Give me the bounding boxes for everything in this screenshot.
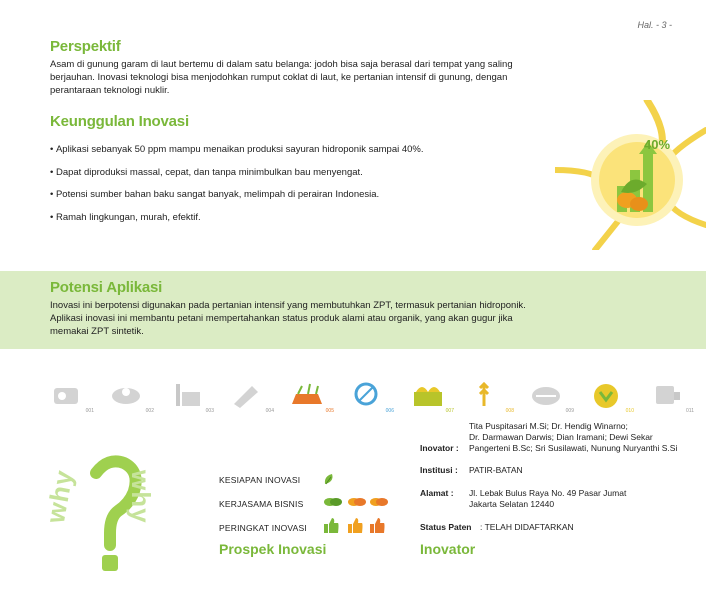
sector-icon-002 <box>108 378 156 414</box>
sector-icon <box>108 378 148 410</box>
kesiapan-leaf-icon <box>322 472 336 486</box>
sector-icon-number: 005 <box>325 408 334 414</box>
institusi-value: PATIR-BATAN <box>469 465 523 475</box>
sector-icon-009 <box>528 378 576 414</box>
why-logo-text-left: why <box>40 467 79 526</box>
sector-icon <box>228 378 268 410</box>
sector-icon-number: 006 <box>385 408 394 414</box>
thumbs-up-icons <box>322 516 390 534</box>
potensi-line: Inovasi ini berpotensi digunakan pada pertanian intensif yang membutuhkan ZPT, termasuk pertanian hidroponik. <box>50 300 526 311</box>
potensi-title: Potensi Aplikasi <box>50 279 163 296</box>
list-item: • Potensi sumber bahan baku sangat banyak, melimpah di perairan Indonesia. <box>50 188 530 201</box>
sector-icon-number: 007 <box>445 408 454 414</box>
sector-icon-011 <box>648 378 696 414</box>
perspektif-text <box>50 58 570 97</box>
sector-icon-number: 009 <box>565 408 574 414</box>
inovator-label: Inovator : <box>420 443 459 453</box>
status-label: Status Paten <box>420 522 472 532</box>
inovator-title: Inovator <box>420 541 476 557</box>
alamat-label: Alamat : <box>420 488 454 498</box>
sector-icon <box>648 378 688 410</box>
sector-icon-number: 003 <box>205 408 214 414</box>
perspektif-line: berjauhan. Inovasi teknologi bisa menjodohkan rumput coklat di laut, ke pertanian intensif di gunung, dengan <box>50 72 508 83</box>
sector-icon <box>588 378 628 410</box>
sector-icon-008 <box>468 378 516 414</box>
thumbs-up-icon <box>348 518 363 533</box>
sector-icon <box>348 378 388 410</box>
alamat-line: Jakarta Selatan 12440 <box>469 499 555 509</box>
sector-icon <box>48 378 88 410</box>
badge-percent: 40% <box>644 137 671 152</box>
peringkat-label: PERINGKAT INOVASI <box>219 523 307 533</box>
sector-icon-row <box>48 378 694 414</box>
inovator-line: Dr. Darmawan Darwis; Dian Iramani; Dewi Sekar <box>469 432 653 442</box>
sector-icon <box>528 378 568 410</box>
list-item: • Ramah lingkungan, murah, efektif. <box>50 211 530 224</box>
keunggulan-list <box>50 143 530 233</box>
inovator-line: Pangerteni B.Sc; Sri Susilawati, Nunung Nuryanthi S.Si <box>469 443 678 453</box>
why-logo-text-right: why <box>126 470 156 524</box>
sector-icon-number: 002 <box>145 408 154 414</box>
list-item: • Dapat diproduksi massal, cepat, dan tanpa minimbulkan bau menyengat. <box>50 166 530 179</box>
sector-icon <box>408 378 448 410</box>
sector-icon-number: 010 <box>625 408 634 414</box>
sector-icon-001 <box>48 378 96 414</box>
alamat-line: Jl. Lebak Bulus Raya No. 49 Pasar Jumat <box>469 488 627 498</box>
handshake-icon <box>348 498 366 506</box>
page-number: Hal. - 3 - <box>637 20 672 30</box>
prospek-title: Prospek Inovasi <box>219 541 327 557</box>
handshake-icon <box>324 498 342 506</box>
sector-icon-005 <box>288 378 336 414</box>
keunggulan-title: Keunggulan Inovasi <box>50 113 189 130</box>
sector-icon <box>168 378 208 410</box>
inovator-names <box>469 421 699 454</box>
perspektif-line: perantaraan teknologi nuklir. <box>50 85 170 96</box>
sector-icon-010 <box>588 378 636 414</box>
handshake-icon <box>370 498 388 506</box>
potensi-line: Aplikasi inovasi ini membantu petani mempertahankan status produk alami atau organik, yang akan gugur jika <box>50 313 513 324</box>
sector-icon-number: 001 <box>85 408 94 414</box>
alamat-value <box>469 488 626 510</box>
sector-icon-006 <box>348 378 396 414</box>
potensi-text <box>50 299 610 338</box>
perspektif-title: Perspektif <box>50 38 121 55</box>
status-value: : TELAH DIDAFTARKAN <box>480 522 574 532</box>
sector-icon-004 <box>228 378 276 414</box>
inovator-line: Tita Puspitasari M.Si; Dr. Hendig Winarno; <box>469 421 628 431</box>
kerjasama-label: KERJASAMA BISNIS <box>219 499 304 509</box>
sector-icon <box>288 378 328 410</box>
potensi-line: memakai ZPT sintetik. <box>50 326 144 337</box>
kesiapan-label: KESIAPAN INOVASI <box>219 475 301 485</box>
institusi-label: Institusi : <box>420 465 458 475</box>
thumbs-up-icon <box>370 518 385 533</box>
sun-badge-illustration <box>555 100 706 250</box>
sector-icon-number: 004 <box>265 408 274 414</box>
perspektif-line: Asam di gunung garam di laut bertemu di dalam satu belanga: jodoh bisa saja berasal dari tempat yang saling <box>50 59 513 70</box>
sector-icon-003 <box>168 378 216 414</box>
handshake-icons <box>322 495 390 509</box>
sector-icon-number: 011 <box>686 408 694 414</box>
thumbs-up-icon <box>324 518 339 533</box>
sector-icon-number: 008 <box>505 408 514 414</box>
sector-icon-007 <box>408 378 456 414</box>
sector-icon <box>468 378 508 410</box>
list-item: • Aplikasi sebanyak 50 ppm mampu menaikan produksi sayuran hidroponik sampai 40%. <box>50 143 530 156</box>
